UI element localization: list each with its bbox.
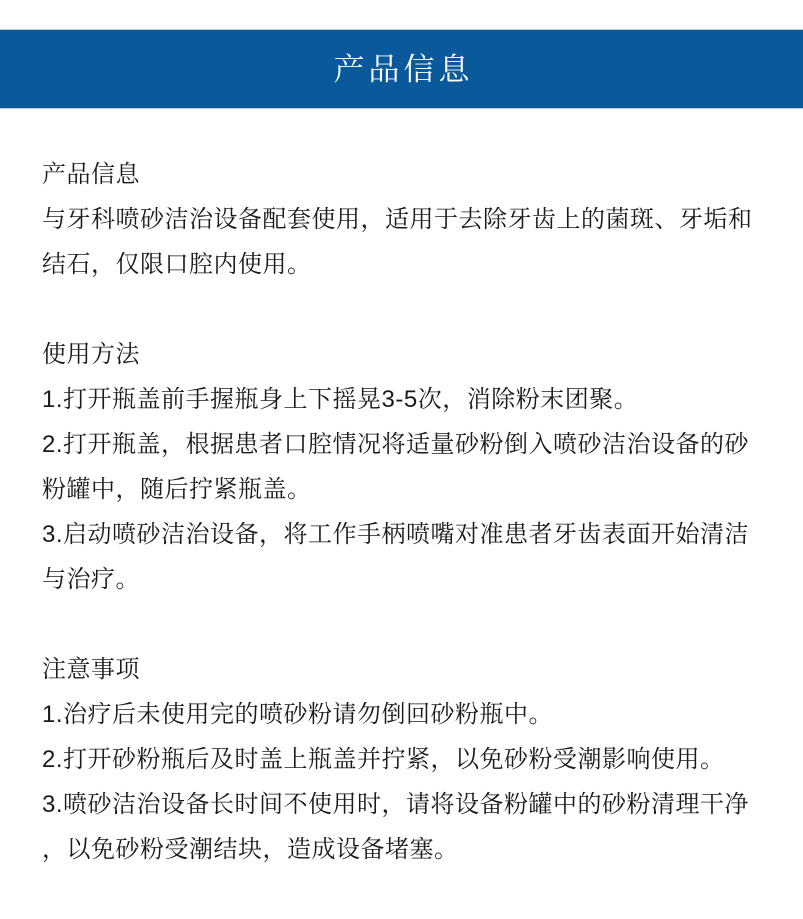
section-heading-usage-instructions: 使用方法 [42, 341, 140, 368]
product-info-content [0, 109, 803, 872]
section-precautions [42, 647, 763, 872]
text-line: ，以免砂粉受潮结块，造成设备堵塞。 [42, 836, 459, 863]
section-usage-instructions [42, 332, 763, 602]
text-line: 2.打开砂粉瓶后及时盖上瓶盖并拧紧，以免砂粉受潮影响使用。 [42, 746, 725, 773]
text-line: 2.打开瓶盖，根据患者口腔情况将适量砂粉倒入喷砂洁治设备的砂 [42, 431, 750, 458]
text-line: 结石，仅限口腔内使用。 [42, 251, 312, 278]
text-line: 1.打开瓶盖前手握瓶身上下摇晃3-5次，消除粉末团聚。 [42, 386, 639, 413]
section-heading-precautions: 注意事项 [42, 656, 140, 683]
section-product-info [42, 152, 763, 287]
text-line: 与治疗。 [42, 566, 140, 593]
product-info-banner [0, 29, 803, 109]
banner-title: 产品信息 [333, 51, 474, 87]
text-line: 与牙科喷砂洁治设备配套使用，适用于去除牙齿上的菌斑、牙垢和 [42, 206, 753, 233]
text-line: 3.启动喷砂洁治设备，将工作手柄喷嘴对准患者牙齿表面开始清洁 [42, 521, 750, 548]
text-line: 3.喷砂洁治设备长时间不使用时，请将设备粉罐中的砂粉清理干净 [42, 791, 750, 818]
text-line: 1.治疗后未使用完的喷砂粉请勿倒回砂粉瓶中。 [42, 701, 554, 728]
text-line: 粉罐中，随后拧紧瓶盖。 [42, 476, 312, 503]
section-heading-product-info: 产品信息 [42, 161, 140, 188]
